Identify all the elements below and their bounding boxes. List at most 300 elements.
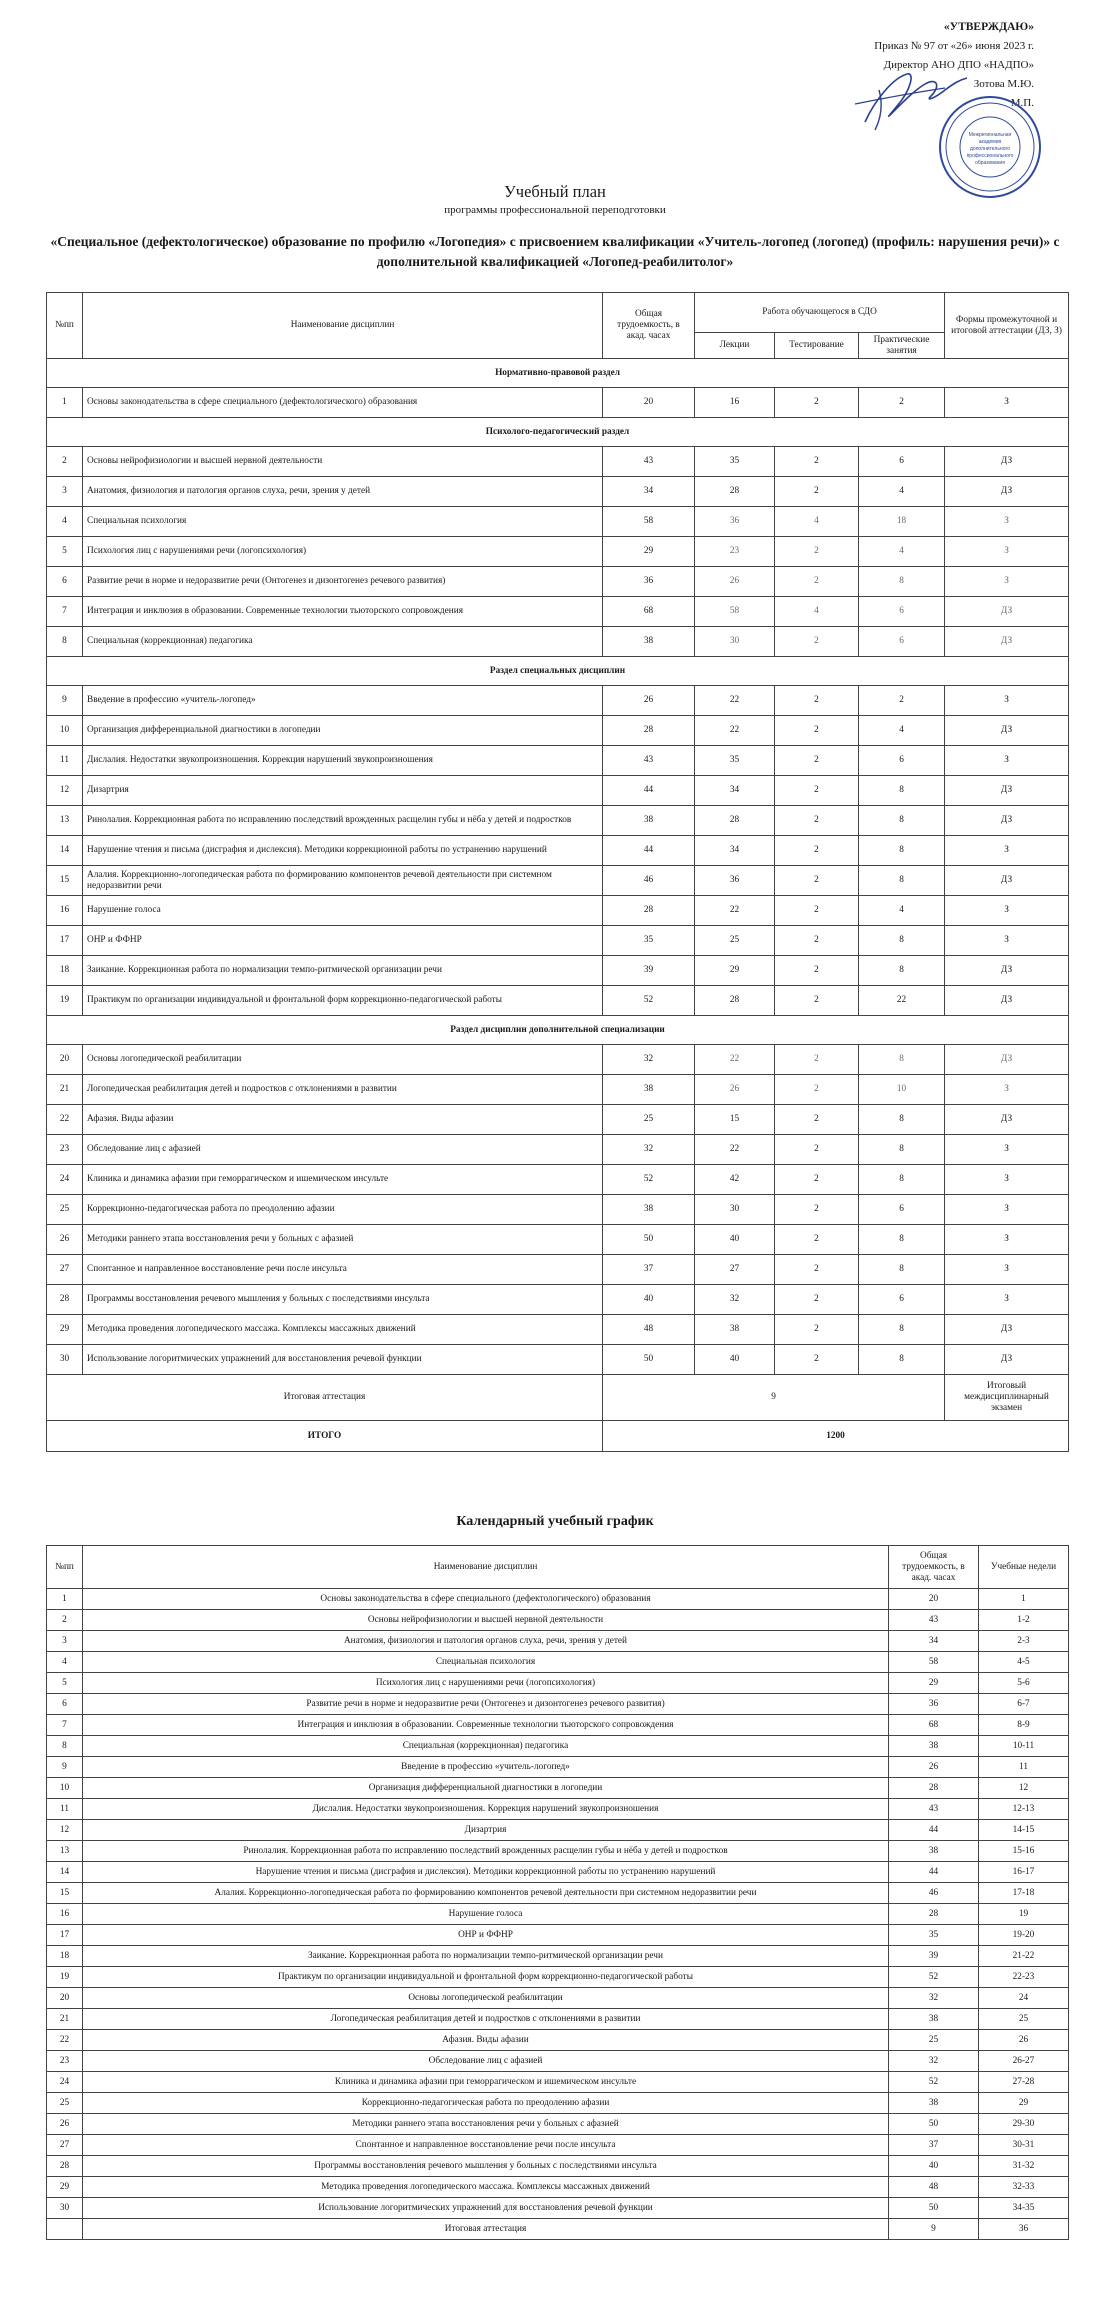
table-row — [47, 956, 1069, 986]
table-row — [47, 716, 1069, 746]
table-row — [47, 567, 1069, 597]
study-weeks: 16-17 — [979, 1862, 1069, 1883]
attestation-form: З — [945, 686, 1069, 716]
discipline-name: Организация дифференциальной диагностики в логопедии — [83, 1778, 889, 1799]
row-number: 3 — [47, 477, 83, 507]
svg-text:профессионального: профессионального — [966, 153, 1014, 159]
total-hours: 43 — [603, 447, 695, 477]
table-row — [47, 746, 1069, 776]
testing-hours: 2 — [775, 567, 859, 597]
discipline-name: Афазия. Виды афазии — [83, 2030, 889, 2051]
total-hours: 32 — [889, 1988, 979, 2009]
discipline-name: Развитие речи в норме и недоразвитие речи (Онтогенез и дизонтогенез речевого развития) — [83, 567, 603, 597]
study-weeks: 22-23 — [979, 1967, 1069, 1988]
table-row — [47, 1315, 1069, 1345]
final-attestation-form: Итоговый междисциплинарный экзамен — [945, 1375, 1069, 1421]
discipline-name: Методики раннего этапа восстановления речи у больных с афазией — [83, 2114, 889, 2135]
total-hours: 50 — [603, 1345, 695, 1375]
attestation-form: ДЗ — [945, 806, 1069, 836]
table-row — [47, 477, 1069, 507]
attestation-form: З — [945, 1225, 1069, 1255]
row-number: 28 — [47, 2156, 83, 2177]
total-hours: 48 — [889, 2177, 979, 2198]
table-row — [47, 388, 1069, 418]
attestation-form: ДЗ — [945, 956, 1069, 986]
calendar-row — [47, 2114, 1069, 2135]
attestation-form: ДЗ — [945, 477, 1069, 507]
testing-hours: 2 — [775, 1195, 859, 1225]
discipline-name: Введение в профессию «учитель-логопед» — [83, 1757, 889, 1778]
svg-text:образования: образования — [975, 160, 1005, 166]
discipline-name: Нарушение чтения и письма (дисграфия и дислексия). Методики коррекционной работы по устранению нарушений — [83, 1862, 889, 1883]
total-hours: 38 — [603, 806, 695, 836]
total-row — [47, 1421, 1069, 1452]
lecture-hours: 34 — [695, 776, 775, 806]
row-number: 23 — [47, 1135, 83, 1165]
row-number: 27 — [47, 1255, 83, 1285]
discipline-name: Заикание. Коррекционная работа по нормализации темпо-ритмической организации речи — [83, 1946, 889, 1967]
lecture-hours: 36 — [695, 507, 775, 537]
calendar-row — [47, 1673, 1069, 1694]
lecture-hours: 26 — [695, 1075, 775, 1105]
lecture-hours: 27 — [695, 1255, 775, 1285]
discipline-name: Использование логоритмических упражнений для восстановления речевой функции — [83, 2198, 889, 2219]
lecture-hours: 58 — [695, 597, 775, 627]
attestation-form: ДЗ — [945, 627, 1069, 657]
table-row — [47, 986, 1069, 1016]
study-weeks: 12 — [979, 1778, 1069, 1799]
discipline-name: Анатомия, физиология и патология органов слуха, речи, зрения у детей — [83, 1631, 889, 1652]
study-plan-table — [46, 292, 1069, 1452]
attestation-form: ДЗ — [945, 1345, 1069, 1375]
discipline-name: Клиника и динамика афазии при геморрагическом и ишемическом инсульте — [83, 1165, 603, 1195]
row-number: 21 — [47, 1075, 83, 1105]
table-row — [47, 1285, 1069, 1315]
calendar-row — [47, 1820, 1069, 1841]
lecture-hours: 15 — [695, 1105, 775, 1135]
testing-hours: 2 — [775, 447, 859, 477]
study-weeks: 36 — [979, 2219, 1069, 2240]
total-hours: 39 — [603, 956, 695, 986]
study-weeks: 17-18 — [979, 1883, 1069, 1904]
practice-hours: 8 — [859, 956, 945, 986]
director-name: Зотова М.Ю. — [973, 78, 1034, 90]
row-number: 6 — [47, 1694, 83, 1715]
row-number: 1 — [47, 388, 83, 418]
total-hours: 25 — [603, 1105, 695, 1135]
table-row — [47, 836, 1069, 866]
discipline-name: Логопедическая реабилитация детей и подростков с отклонениями в развитии — [83, 1075, 603, 1105]
discipline-name: Введение в профессию «учитель-логопед» — [83, 686, 603, 716]
study-weeks: 34-35 — [979, 2198, 1069, 2219]
total-hours: 58 — [603, 507, 695, 537]
section-row — [47, 657, 1069, 686]
total-hours: 46 — [603, 866, 695, 896]
practice-hours: 22 — [859, 986, 945, 1016]
col-forms-header: Формы промежуточной и итоговой аттестации (ДЗ, З) — [945, 293, 1069, 359]
discipline-name: Алалия. Коррекционно-логопедическая работа по формированию компонентов речевой деятельности при системном недоразвитии речи — [83, 1883, 889, 1904]
testing-hours: 2 — [775, 537, 859, 567]
lecture-hours: 22 — [695, 896, 775, 926]
calendar-row — [47, 1946, 1069, 1967]
program-name: «Специальное (дефектологическое) образование по профилю «Логопедия» с присвоением квалификации «Учитель-логопед (логопед) (профиль: нарушения речи)» с дополнительной квалификацией «Логопед-реабилитолог» — [50, 234, 1060, 269]
total-hours: 39 — [889, 1946, 979, 1967]
table-row — [47, 866, 1069, 896]
study-weeks: 4-5 — [979, 1652, 1069, 1673]
table-row — [47, 537, 1069, 567]
total-hours: 28 — [603, 716, 695, 746]
practice-hours: 10 — [859, 1075, 945, 1105]
study-weeks: 26 — [979, 2030, 1069, 2051]
total-hours: 38 — [889, 2009, 979, 2030]
attestation-form: З — [945, 1135, 1069, 1165]
discipline-name: Методика проведения логопедического массажа. Комплексы массажных движений — [83, 1315, 603, 1345]
total-hours: 50 — [603, 1225, 695, 1255]
testing-hours: 2 — [775, 1075, 859, 1105]
testing-hours: 2 — [775, 806, 859, 836]
discipline-name: ОНР и ФФНР — [83, 1925, 889, 1946]
discipline-name: Основы логопедической реабилитации — [83, 1988, 889, 2009]
practice-hours: 4 — [859, 537, 945, 567]
attestation-form: З — [945, 1165, 1069, 1195]
lecture-hours: 30 — [695, 627, 775, 657]
calendar-row — [47, 1652, 1069, 1673]
total-hours: 68 — [889, 1715, 979, 1736]
attestation-form: ДЗ — [945, 716, 1069, 746]
discipline-name: Специальная (коррекционная) педагогика — [83, 627, 603, 657]
row-number: 21 — [47, 2009, 83, 2030]
lecture-hours: 35 — [695, 447, 775, 477]
calendar-row — [47, 2009, 1069, 2030]
row-number: 14 — [47, 1862, 83, 1883]
calendar-row — [47, 1988, 1069, 2009]
row-number: 10 — [47, 1778, 83, 1799]
discipline-name: Основы нейрофизиологии и высшей нервной деятельности — [83, 1610, 889, 1631]
table-row — [47, 686, 1069, 716]
attestation-form: З — [945, 746, 1069, 776]
row-number: 19 — [47, 986, 83, 1016]
calendar-row — [47, 2177, 1069, 2198]
total-hours: 28 — [603, 896, 695, 926]
discipline-name: Спонтанное и направленное восстановление речи после инсульта — [83, 1255, 603, 1285]
final-attestation-hours: 9 — [603, 1375, 945, 1421]
testing-hours: 2 — [775, 776, 859, 806]
approval-heading: «УТВЕРЖДАЮ» — [943, 21, 1034, 33]
row-number: 22 — [47, 2030, 83, 2051]
table-row — [47, 1075, 1069, 1105]
lecture-hours: 16 — [695, 388, 775, 418]
lecture-hours: 32 — [695, 1285, 775, 1315]
table-row — [47, 896, 1069, 926]
practice-hours: 6 — [859, 597, 945, 627]
total-hours: 38 — [889, 1736, 979, 1757]
discipline-name: Афазия. Виды афазии — [83, 1105, 603, 1135]
total-hours: 37 — [889, 2135, 979, 2156]
attestation-form: ДЗ — [945, 866, 1069, 896]
row-number: 5 — [47, 537, 83, 567]
study-weeks: 24 — [979, 1988, 1069, 2009]
discipline-name: Дислалия. Недостатки звукопроизношения. Коррекция нарушений звукопроизношения — [83, 1799, 889, 1820]
calendar-row — [47, 2156, 1069, 2177]
svg-text:академия: академия — [978, 139, 1002, 145]
discipline-name: Основы нейрофизиологии и высшей нервной деятельности — [83, 447, 603, 477]
final-attestation-label: Итоговая аттестация — [47, 1375, 603, 1421]
director-line: Директор АНО ДПО «НАДПО» — [883, 59, 1034, 71]
row-number: 9 — [47, 686, 83, 716]
calendar-row — [47, 1967, 1069, 1988]
study-weeks: 30-31 — [979, 2135, 1069, 2156]
total-hours: 43 — [603, 746, 695, 776]
table-row — [47, 507, 1069, 537]
testing-hours: 2 — [775, 716, 859, 746]
total-hours: 37 — [603, 1255, 695, 1285]
practice-hours: 8 — [859, 1105, 945, 1135]
col-lectures-header: Лекции — [695, 333, 775, 359]
row-number: 30 — [47, 2198, 83, 2219]
section-title: Раздел дисциплин дополнительной специализации — [47, 1016, 1069, 1045]
lecture-hours: 26 — [695, 567, 775, 597]
discipline-name: Специальная психология — [83, 1652, 889, 1673]
row-number: 16 — [47, 1904, 83, 1925]
practice-hours: 8 — [859, 1135, 945, 1165]
testing-hours: 4 — [775, 507, 859, 537]
practice-hours: 4 — [859, 477, 945, 507]
total-hours: 38 — [603, 1195, 695, 1225]
attestation-form: З — [945, 537, 1069, 567]
total-hours: 58 — [889, 1652, 979, 1673]
col-name-header: Наименование дисциплин — [83, 293, 603, 359]
row-number: 20 — [47, 1988, 83, 2009]
attestation-form: З — [945, 836, 1069, 866]
row-number: 26 — [47, 1225, 83, 1255]
total-hours: 34 — [603, 477, 695, 507]
calendar-row — [47, 2030, 1069, 2051]
total-hours: 38 — [889, 1841, 979, 1862]
discipline-name: Организация дифференциальной диагностики в логопедии — [83, 716, 603, 746]
discipline-name: Ринолалия. Коррекционная работа по исправлению последствий врожденных расщелин губы и нёба у детей и подростков — [83, 1841, 889, 1862]
study-weeks: 2-3 — [979, 1631, 1069, 1652]
testing-hours: 2 — [775, 477, 859, 507]
total-hours: 44 — [889, 1820, 979, 1841]
total-hours: 35 — [603, 926, 695, 956]
table-row — [47, 447, 1069, 477]
row-number: 2 — [47, 447, 83, 477]
col-num-header: №пп — [47, 293, 83, 359]
section-row — [47, 1016, 1069, 1045]
practice-hours: 8 — [859, 1225, 945, 1255]
row-number: 4 — [47, 507, 83, 537]
lecture-hours: 34 — [695, 836, 775, 866]
total-hours: 44 — [603, 836, 695, 866]
cal-col-num-header: №пп — [47, 1546, 83, 1589]
discipline-name: Практикум по организации индивидуальной и фронтальной форм коррекционно-педагогической работы — [83, 1967, 889, 1988]
testing-hours: 2 — [775, 1225, 859, 1255]
calendar-row — [47, 1757, 1069, 1778]
attestation-form: ДЗ — [945, 1105, 1069, 1135]
section-title: Психолого-педагогический раздел — [47, 418, 1069, 447]
practice-hours: 8 — [859, 926, 945, 956]
discipline-name: ОНР и ФФНР — [83, 926, 603, 956]
row-number: 23 — [47, 2051, 83, 2072]
discipline-name: Основы логопедической реабилитации — [83, 1045, 603, 1075]
calendar-row — [47, 1799, 1069, 1820]
lecture-hours: 29 — [695, 956, 775, 986]
lecture-hours: 40 — [695, 1345, 775, 1375]
calendar-row — [47, 2198, 1069, 2219]
testing-hours: 2 — [775, 986, 859, 1016]
row-number: 3 — [47, 1631, 83, 1652]
total-hours-value: 1200 — [603, 1421, 1069, 1452]
practice-hours: 8 — [859, 1345, 945, 1375]
table-row — [47, 806, 1069, 836]
row-number — [47, 2219, 83, 2240]
section-row — [47, 359, 1069, 388]
testing-hours: 2 — [775, 1165, 859, 1195]
practice-hours: 8 — [859, 836, 945, 866]
study-weeks: 19-20 — [979, 1925, 1069, 1946]
table-row — [47, 1135, 1069, 1165]
row-number: 13 — [47, 1841, 83, 1862]
total-hours: 44 — [603, 776, 695, 806]
total-hours: 52 — [889, 2072, 979, 2093]
row-number: 7 — [47, 597, 83, 627]
attestation-form: ДЗ — [945, 597, 1069, 627]
calendar-row — [47, 1841, 1069, 1862]
total-hours: 68 — [603, 597, 695, 627]
study-weeks: 15-16 — [979, 1841, 1069, 1862]
table-row — [47, 627, 1069, 657]
practice-hours: 8 — [859, 866, 945, 896]
total-hours: 25 — [889, 2030, 979, 2051]
practice-hours: 8 — [859, 806, 945, 836]
study-weeks: 19 — [979, 1904, 1069, 1925]
practice-hours: 8 — [859, 1255, 945, 1285]
document-title: Учебный план — [504, 182, 606, 201]
total-hours: 9 — [889, 2219, 979, 2240]
discipline-name: Ринолалия. Коррекционная работа по исправлению последствий врожденных расщелин губы и нёба у детей и подростков — [83, 806, 603, 836]
total-hours: 26 — [889, 1757, 979, 1778]
discipline-name: Основы законодательства в сфере специального (дефектологического) образования — [83, 388, 603, 418]
discipline-name: Коррекционно-педагогическая работа по преодолению афазии — [83, 1195, 603, 1225]
discipline-name: Алалия. Коррекционно-логопедическая работа по формированию компонентов речевой деятельности при системном недоразвитии речи — [83, 866, 603, 896]
discipline-name: Заикание. Коррекционная работа по нормализации темпо-ритмической организации речи — [83, 956, 603, 986]
attestation-form: З — [945, 567, 1069, 597]
row-number: 10 — [47, 716, 83, 746]
lecture-hours: 28 — [695, 806, 775, 836]
practice-hours: 2 — [859, 388, 945, 418]
calendar-row — [47, 1862, 1069, 1883]
seal-mark: М.П. — [1010, 97, 1034, 109]
discipline-name: Психология лиц с нарушениями речи (логопсихология) — [83, 1673, 889, 1694]
testing-hours: 2 — [775, 746, 859, 776]
row-number: 7 — [47, 1715, 83, 1736]
row-number: 29 — [47, 2177, 83, 2198]
lecture-hours: 22 — [695, 1135, 775, 1165]
total-hours: 26 — [603, 686, 695, 716]
study-weeks: 26-27 — [979, 2051, 1069, 2072]
lecture-hours: 28 — [695, 986, 775, 1016]
svg-text:Межрегиональная: Межрегиональная — [968, 132, 1012, 138]
study-weeks: 27-28 — [979, 2072, 1069, 2093]
row-number: 16 — [47, 896, 83, 926]
table-row — [47, 1105, 1069, 1135]
calendar-row — [47, 1883, 1069, 1904]
row-number: 8 — [47, 1736, 83, 1757]
row-number: 2 — [47, 1610, 83, 1631]
total-hours: 32 — [603, 1135, 695, 1165]
row-number: 1 — [47, 1589, 83, 1610]
attestation-form: ДЗ — [945, 986, 1069, 1016]
row-number: 6 — [47, 567, 83, 597]
calendar-row — [47, 1904, 1069, 1925]
lecture-hours: 38 — [695, 1315, 775, 1345]
study-weeks: 31-32 — [979, 2156, 1069, 2177]
row-number: 17 — [47, 926, 83, 956]
calendar-row — [47, 1631, 1069, 1652]
discipline-name: Нарушение голоса — [83, 1904, 889, 1925]
total-hours: 20 — [889, 1589, 979, 1610]
attestation-form: З — [945, 1285, 1069, 1315]
study-weeks: 29-30 — [979, 2114, 1069, 2135]
row-number: 13 — [47, 806, 83, 836]
testing-hours: 4 — [775, 597, 859, 627]
calendar-row — [47, 1694, 1069, 1715]
testing-hours: 2 — [775, 896, 859, 926]
discipline-name: Коррекционно-педагогическая работа по преодолению афазии — [83, 2093, 889, 2114]
practice-hours: 6 — [859, 447, 945, 477]
calendar-row — [47, 1715, 1069, 1736]
study-weeks: 25 — [979, 2009, 1069, 2030]
discipline-name: Дислалия. Недостатки звукопроизношения. Коррекция нарушений звукопроизношения — [83, 746, 603, 776]
attestation-form: З — [945, 1075, 1069, 1105]
discipline-name: Развитие речи в норме и недоразвитие речи (Онтогенез и дизонтогенез речевого развития) — [83, 1694, 889, 1715]
lecture-hours: 36 — [695, 866, 775, 896]
total-hours: 40 — [889, 2156, 979, 2177]
cal-col-name-header: Наименование дисциплин — [83, 1546, 889, 1589]
discipline-name: Анатомия, физиология и патология органов слуха, речи, зрения у детей — [83, 477, 603, 507]
row-number: 27 — [47, 2135, 83, 2156]
total-hours: 40 — [603, 1285, 695, 1315]
total-hours: 38 — [889, 2093, 979, 2114]
practice-hours: 6 — [859, 627, 945, 657]
row-number: 20 — [47, 1045, 83, 1075]
practice-hours: 8 — [859, 567, 945, 597]
discipline-name: Нарушение чтения и письма (дисграфия и дислексия). Методики коррекционной работы по устранению нарушений — [83, 836, 603, 866]
discipline-name: Психология лиц с нарушениями речи (логопсихология) — [83, 537, 603, 567]
discipline-name: Итоговая аттестация — [83, 2219, 889, 2240]
calendar-row — [47, 2051, 1069, 2072]
testing-hours: 2 — [775, 1255, 859, 1285]
attestation-form: З — [945, 926, 1069, 956]
discipline-name: Программы восстановления речевого мышления у больных с последствиями инсульта — [83, 1285, 603, 1315]
cal-col-weeks-header: Учебные недели — [979, 1546, 1069, 1589]
row-number: 15 — [47, 866, 83, 896]
row-number: 4 — [47, 1652, 83, 1673]
lecture-hours: 42 — [695, 1165, 775, 1195]
calendar-row — [47, 1589, 1069, 1610]
testing-hours: 2 — [775, 686, 859, 716]
testing-hours: 2 — [775, 627, 859, 657]
discipline-name: Логопедическая реабилитация детей и подростков с отклонениями в развитии — [83, 2009, 889, 2030]
practice-hours: 8 — [859, 1315, 945, 1345]
study-weeks: 21-22 — [979, 1946, 1069, 1967]
study-weeks: 32-33 — [979, 2177, 1069, 2198]
total-hours: 28 — [889, 1778, 979, 1799]
row-number: 17 — [47, 1925, 83, 1946]
lecture-hours: 22 — [695, 1045, 775, 1075]
total-label: ИТОГО — [47, 1421, 603, 1452]
practice-hours: 2 — [859, 686, 945, 716]
